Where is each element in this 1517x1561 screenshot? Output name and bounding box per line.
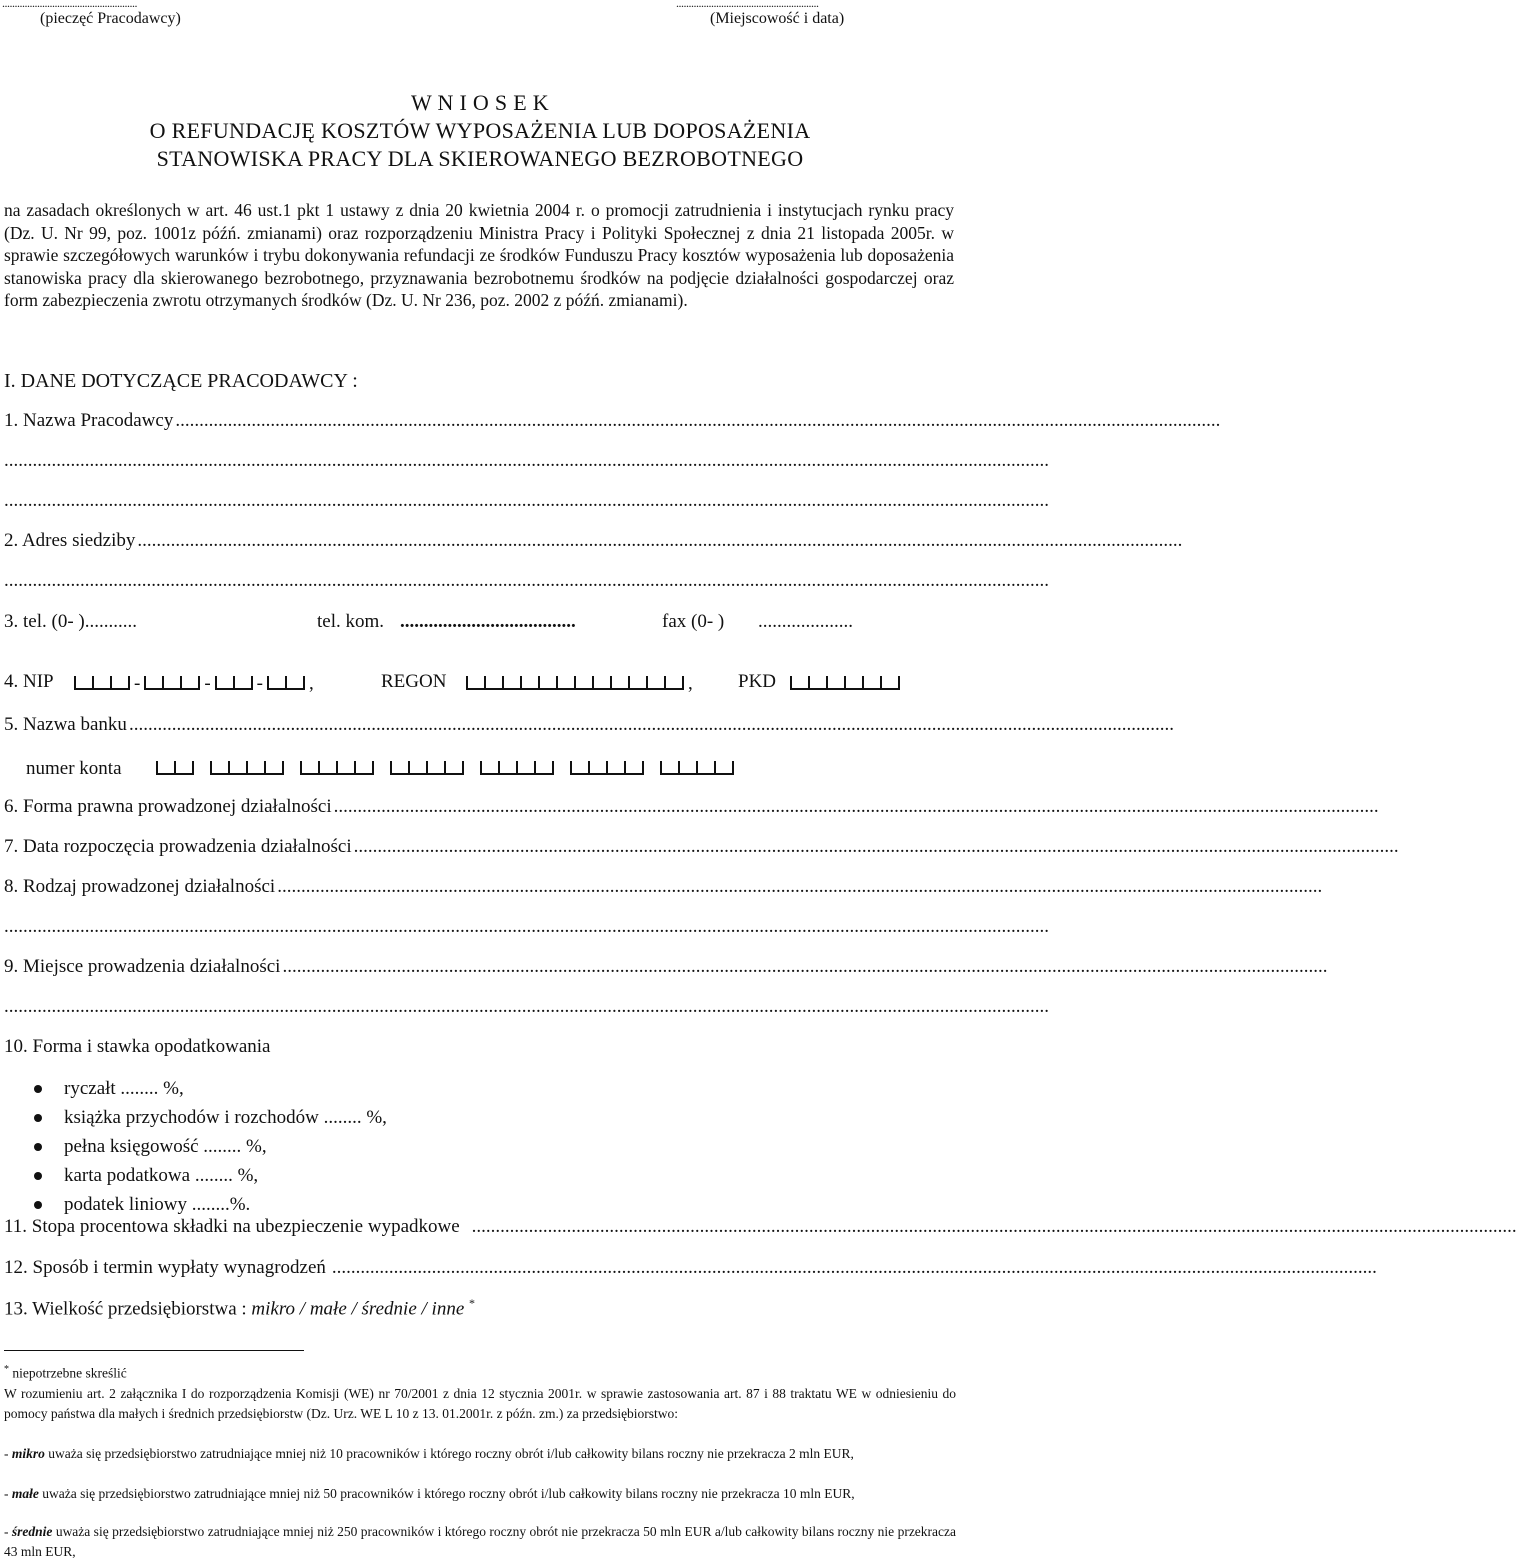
field-legal-form[interactable]: 6. Forma prawna prowadzonej działalności ............................................................................................................................................................................................................................ [4,796,1379,817]
field-label: 12. Sposób i termin wypłaty wynagrodzeń [4,1257,332,1278]
pkd-boxes[interactable] [790,676,900,690]
blank-line[interactable]: ............................................................................................................................................................................................................................ [4,570,1049,591]
field-tax-form-label: 10. Forma i stawka opodatkowania [4,1036,271,1057]
nip-boxes[interactable]: - - - , [74,676,314,690]
stamp-label: (pieczęć Pracodawcy) [40,10,181,27]
field-mobile[interactable]: ..................................... [400,611,576,632]
field-address[interactable]: 2. Adres siedziby ............................................................................................................................................................................................................................ [4,530,1183,551]
field-start-date[interactable]: 7. Data rozpoczęcia prowadzenia działalności ............................................................................................................................................................................................................................ [4,836,1399,857]
regon-boxes[interactable]: , [466,676,693,690]
footnote-divider [4,1350,304,1351]
field-label: 8. Rodzaj prowadzonej działalności [4,876,276,897]
field-employer-name[interactable]: 1. Nazwa Pracodawcy ............................................................................................................................................................................................................................ [4,410,1221,431]
footnote-small: - małe uważa się przedsiębiorstwo zatrudniające mniej niż 50 pracowników i którego roczny obrót i/lub całkowity bilans roczny nie przekracza 10 mln EUR, [4,1486,855,1501]
tax-option-karta[interactable]: karta podatkowa ........ %, [34,1161,387,1190]
field-label: 9. Miejsce prowadzenia działalności [4,956,281,977]
field-label: 1. Nazwa Pracodawcy [4,410,174,431]
tax-option-ksiazka[interactable]: książka przychodów i rozchodów ........ %, [34,1103,387,1132]
pkd-label: PKD [738,671,777,692]
field-business-type[interactable]: 8. Rodzaj prowadzonej działalności ............................................................................................................................................................................................................................ [4,876,1323,897]
tax-option-ryczalt[interactable]: ryczałt ........ %, [34,1074,387,1103]
field-label: 11. Stopa procentowa składki na ubezpieczenie wypadkowe [4,1216,472,1237]
field-mobile-label: tel. kom. [317,611,385,632]
tax-option-pelna[interactable]: pełna księgowość ........ %, [34,1132,387,1161]
company-size-options[interactable]: mikro / małe / średnie / inne [251,1298,465,1320]
field-salary-payment[interactable]: 12. Sposób i termin wypłaty wynagrodzeń ............................................................................................................................................................................................................................ [4,1257,1377,1278]
title-line-1: W N I O S E K [411,90,549,115]
field-fax-label: fax (0- ) [662,611,725,632]
field-phone[interactable]: 3. tel. (0- )........... [4,611,137,632]
field-label: 6. Forma prawna prowadzonej działalności [4,796,332,817]
field-fax[interactable]: .................... [758,611,853,632]
account-number-boxes[interactable] [156,761,734,775]
account-number-label: numer konta [26,758,122,779]
field-label: 2. Adres siedziby [4,530,136,551]
field-bank-name[interactable]: 5. Nazwa banku ............................................................................................................................................................................................................................ [4,714,1174,735]
footnote-medium: - średnie uważa się przedsiębiorstwo zatrudniające mniej niż 250 pracowników i którego roczny obrót nie przekracza 50 mln EUR a/lub całkowity bilans roczny nie przekracza 43 mln EUR, [4,1524,957,1559]
stamp-dots: ...................................................... [2,0,137,10]
field-company-size[interactable]: 13. Wielkość przedsiębiorstwa : mikro / małe / średnie / inne * [4,1296,476,1320]
regon-label: REGON [381,671,447,692]
field-accident-insurance-rate[interactable]: 11. Stopa procentowa składki na ubezpieczenie wypadkowe ............................................................................................................................................................................................................................ [4,1216,1517,1237]
field-label: 5. Nazwa banku [4,714,127,735]
title-line-2: O REFUNDACJĘ KOSZTÓW WYPOSAŻENIA LUB DOPOSAŻENIA [149,118,811,143]
tax-form-list [34,1074,387,1219]
date-dots: ......................................................... [676,0,819,10]
footnote-definition: W rozumieniu art. 2 załącznika I do rozporządzenia Komisji (WE) nr 70/2001 z dnia 12 stycznia 2001r. w sprawie zastosowania art. 87 i 88 traktatu WE w odniesieniu do pomocy państwa dla małych i średnich przedsiębiorstw (Dz. Urz. WE L 10 z 13. 01.2001r. z późn. zm.) za przedsiębiorstwo: [4,1386,956,1421]
blank-line[interactable]: ............................................................................................................................................................................................................................ [4,916,1049,937]
title-line-3: STANOWISKA PRACY DLA SKIEROWANEGO BEZROBOTNEGO [156,146,804,171]
footnote-micro: - mikro uważa się przedsiębiorstwo zatrudniające mniej niż 10 pracowników i którego roczny obrót i/lub całkowity bilans roczny nie przekracza 2 mln EUR, [4,1446,854,1461]
tax-option-liniowy[interactable]: podatek liniowy ........%. [34,1190,387,1219]
blank-line[interactable]: ............................................................................................................................................................................................................................ [4,490,1049,511]
blank-line[interactable]: ............................................................................................................................................................................................................................ [4,996,1049,1017]
nip-label: 4. NIP [4,671,54,692]
section-title: I. DANE DOTYCZĄCE PRACODAWCY : [4,370,358,392]
legal-basis-paragraph: na zasadach określonych w art. 46 ust.1 pkt 1 ustawy z dnia 20 kwietnia 2004 r. o promocji zatrudnienia i instytucjach rynku pracy (Dz. U. Nr 99, poz. 1001z późń. zmianami) oraz rozporządzeniu Ministra Pracy i Polityki Społecznej z dnia 21 listopada 2005r. w sprawie szczegółowych warunków i trybu dokonywania refundacji ze środków Funduszu Pracy kosztów wyposażenia lub doposażenia stanowiska pracy dla skierowanego bezrobotnego, przyznawania bezrobotnemu środków na podjęcie działalności gospodarczej oraz form zabezpieczenia zwrotu otrzymanych środków (Dz. U. Nr 236, poz. 2002 z późń. zmianami). [4,200,954,310]
field-business-location[interactable]: 9. Miejsce prowadzenia działalności ............................................................................................................................................................................................................................ [4,956,1328,977]
field-label: 7. Data rozpoczęcia prowadzenia działalności [4,836,352,857]
blank-line[interactable]: ............................................................................................................................................................................................................................ [4,450,1049,471]
footnote-star: * niepotrzebne skreślić [4,1364,127,1381]
date-label: (Miejscowość i data) [710,10,845,27]
